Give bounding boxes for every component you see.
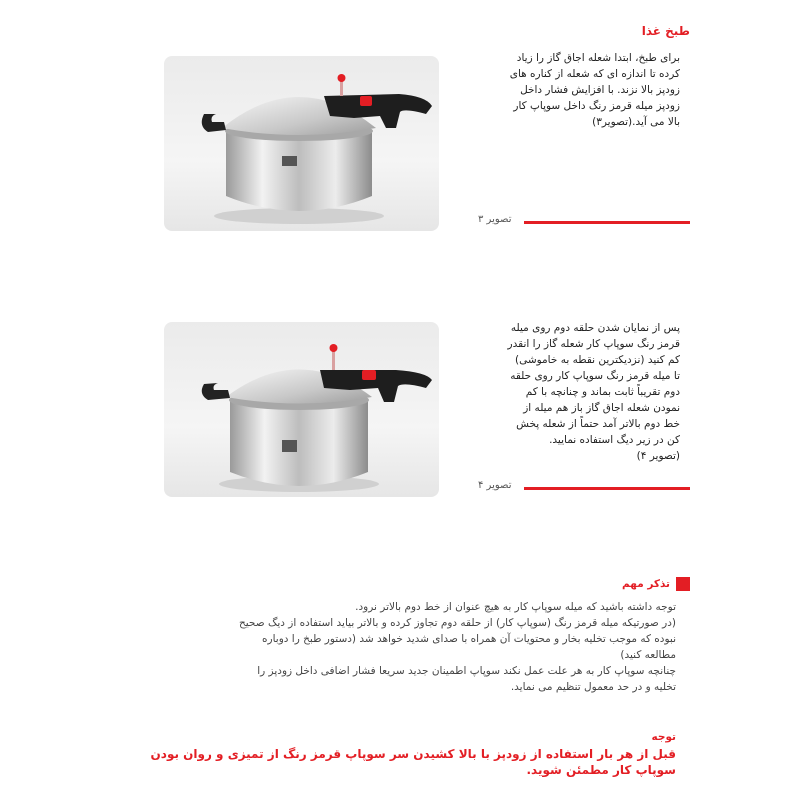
paragraph-line: کم کنید (نزدیکترین نقطه به خاموشی) — [514, 354, 680, 366]
figure-caption-3: تصویر ۳ — [478, 214, 512, 225]
warning-title: توجه — [651, 731, 676, 743]
paragraph-line: تا میله قرمز رنگ سوپاپ کار روی حلقه — [510, 370, 680, 382]
warning-body — [150, 746, 676, 778]
paragraph-line: دوم تقریباً ثابت بماند و چنانچه با کم — [525, 386, 680, 398]
paragraph-line: برای طبخ، ابتدا شعله اجاق گاز را زیاد — [516, 52, 680, 64]
note-line: چنانچه سوپاپ کار به هر علت عمل نکند سوپاپ اطمینان جدید سریعا فشار اضافی داخل زودپز را — [257, 665, 676, 677]
note-title: تذکر مهم — [622, 578, 670, 590]
note-line: مطالعه کنید) — [620, 649, 676, 661]
note-line: (در صورتیکه میله قرمز رنگ (سوپاپ کار) از حلقه دوم تجاوز کرده و بالاتر بیاید استفاده از دیگ صحیح — [238, 617, 676, 629]
note-marker — [676, 577, 690, 591]
paragraph-line: زودپز میله قرمز رنگ داخل سوپاپ کار — [513, 100, 680, 112]
warning-line: قبل از هر بار استفاده از زودپز با بالا کشیدن سر سوپاپ قرمز رنگ از تمیزی و روان بودن — [150, 747, 676, 761]
paragraph-cooking — [480, 50, 680, 130]
pressure-cooker-illustration — [164, 56, 439, 231]
paragraph-line: (تصویر ۴) — [636, 450, 680, 462]
paragraph-line: بالا می آید.(تصویر۳) — [592, 116, 680, 128]
warning-line: سوپاپ کار مطمئن شوید. — [526, 763, 676, 777]
paragraph-line: قرمز رنگ سوپاپ کار شعله گاز را انقدر — [507, 338, 680, 350]
section-title-cooking: طبخ غذا — [641, 24, 690, 38]
figure-caption-4: تصویر ۴ — [478, 480, 512, 491]
paragraph-line: کرده تا اندازه ای که شعله از کناره های — [509, 68, 680, 80]
paragraph-line: خط دوم بالاتر آمد حتماً از شعله پخش — [516, 418, 680, 430]
note-line: تخلیه و در حد معمول تنظیم می نماید. — [510, 681, 676, 693]
paragraph-line: نمودن شعله اجاق گاز باز هم میله از — [523, 402, 680, 414]
note-line: نبوده که موجب تخلیه بخار و محتویات آن همراه با صدای شدید خواهد شد (دستور طبخ را دوباره — [262, 633, 676, 645]
note-body — [156, 599, 676, 695]
pressure-cooker-photo-3 — [164, 56, 439, 231]
caption-divider — [524, 221, 690, 224]
note-line: توجه داشته باشید که میله سوپاپ کار به هیچ عنوان از خط دوم بالاتر نرود. — [355, 601, 676, 613]
paragraph-line: کن در زیر دیگ استفاده نمایید. — [549, 434, 680, 446]
pressure-cooker-illustration — [164, 322, 439, 497]
caption-divider — [524, 487, 690, 490]
paragraph-adjust-flame — [470, 320, 680, 464]
paragraph-line: زودپز بالا نزند. با افزایش فشار داخل — [520, 84, 680, 96]
pressure-cooker-photo-4 — [164, 322, 439, 497]
paragraph-line: پس از نمایان شدن حلقه دوم روی میله — [510, 322, 680, 334]
